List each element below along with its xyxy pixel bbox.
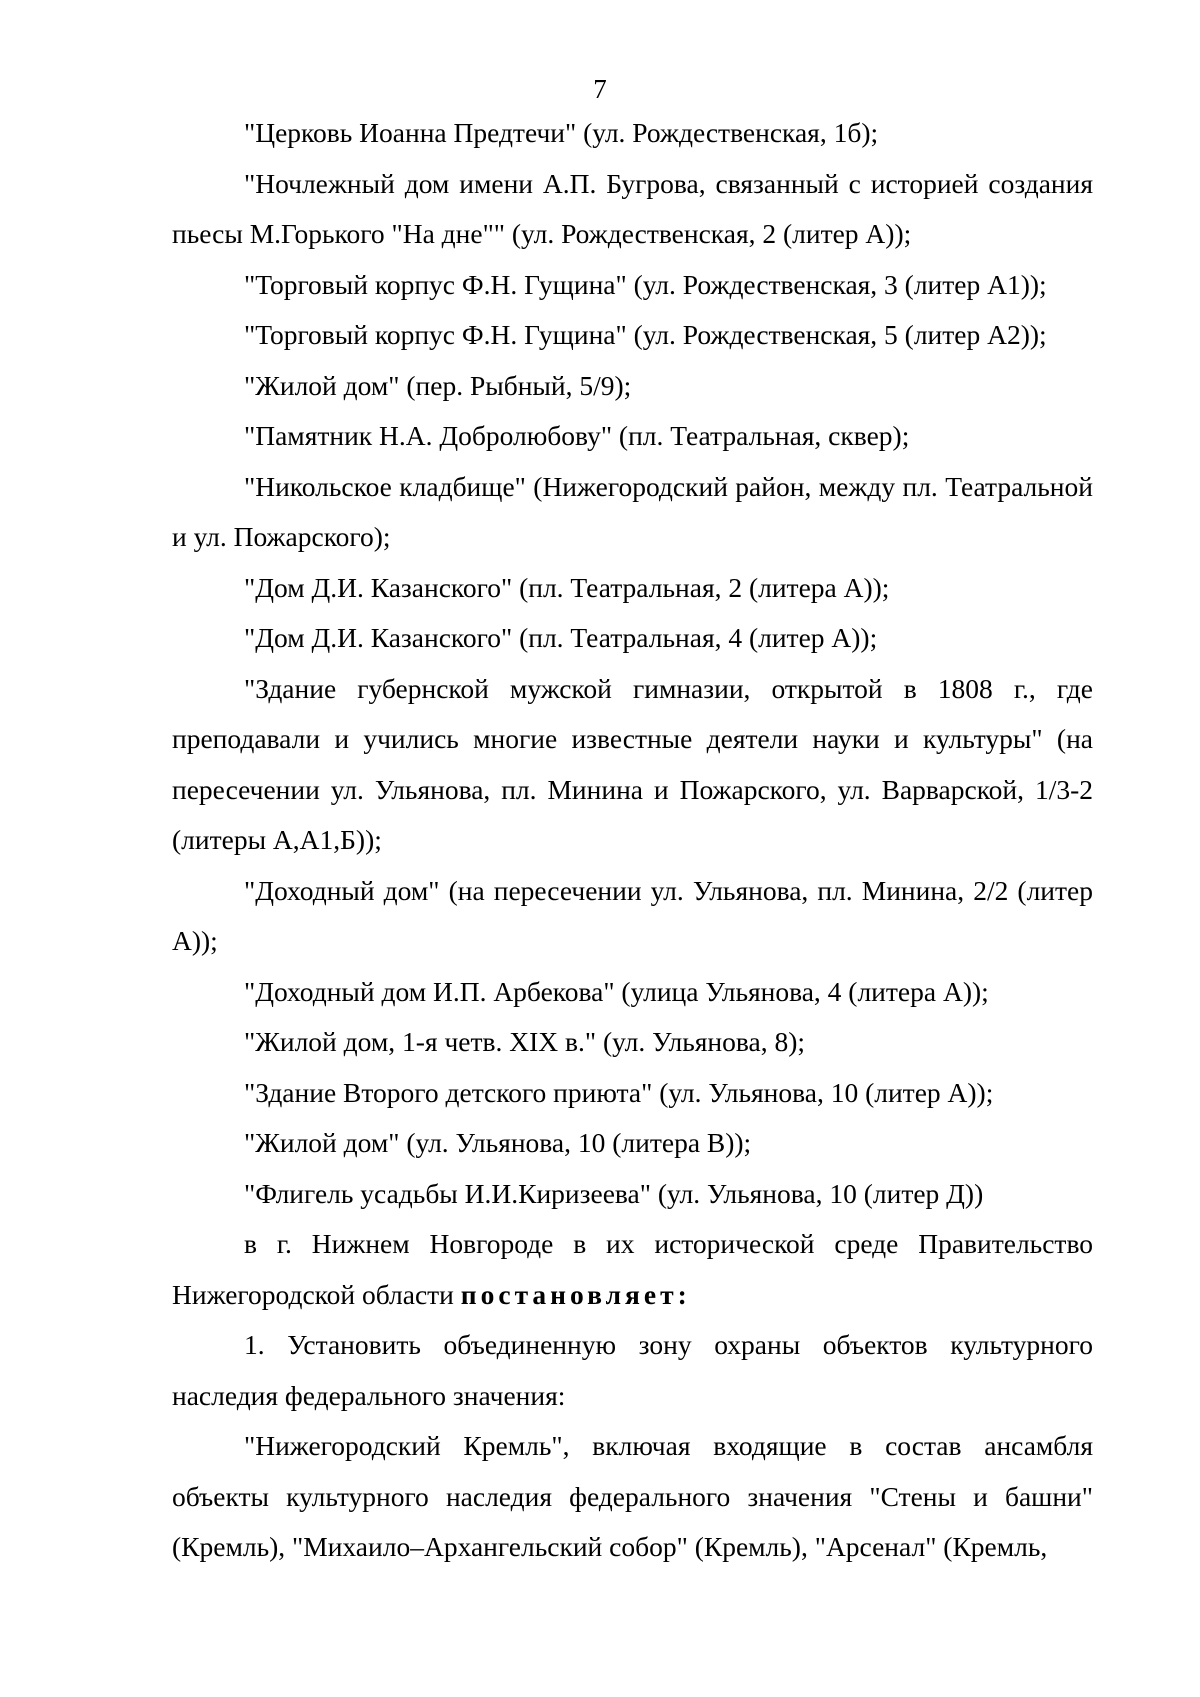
clause-1: 1. Установить объединенную зону охраны объектов культурного наследия федерального значения:: [172, 1329, 1093, 1411]
list-item: "Ночлежный дом имени А.П. Бугрова, связанный с историей создания пьесы М.Горького "На дне"" (ул. Рождественская, 2 (литер А));: [172, 167, 1093, 249]
list-item: "Никольское кладбище" (Нижегородский район, между пл. Театральной и ул. Пожарского);: [172, 470, 1093, 552]
page-number: 7: [593, 74, 607, 104]
list-item: "Здание Второго детского приюта" (ул. Ульянова, 10 (литер А));: [244, 1076, 994, 1108]
list-item: "Доходный дом И.П. Арбекова" (улица Ульянова, 4 (литера А));: [244, 975, 989, 1007]
list-item: "Торговый корпус Ф.Н. Гущина" (ул. Рождественская, 5 (литер А2));: [244, 319, 1047, 350]
list-item: "Торговый корпус Ф.Н. Гущина" (ул. Рождественская, 3 (литер А1));: [244, 268, 1047, 300]
list-item: "Жилой дом" (пер. Рыбный, 5/9);: [244, 369, 632, 401]
list-item: "Дом Д.И. Казанского" (пл. Театральная, 2 (литера А));: [244, 571, 890, 603]
list-item: "Флигель усадьбы И.И.Киризеева" (ул. Ульянова, 10 (литер Д)): [244, 1177, 984, 1209]
list-item: "Церковь Иоанна Предтечи" (ул. Рождественская, 1б);: [244, 117, 879, 148]
list-item: "Памятник Н.А. Добролюбову" (пл. Театральная, сквер);: [244, 420, 910, 451]
list-item: "Дом Д.И. Казанского" (пл. Театральная, 4 (литер А));: [244, 622, 878, 653]
closing-paragraph: "Нижегородский Кремль", включая входящие в состав ансамбля объекты культурного наследия федерального значения "Стены и башни" (Кремль), "Михаило–Архангельский собор" (Кремль), "Арсенал" (Кремль,: [172, 1430, 1093, 1562]
list-item: "Жилой дом" (ул. Ульянова, 10 (литера В));: [244, 1127, 752, 1158]
document-body: [172, 108, 1093, 1573]
resolution-text: в г. Нижнем Новгороде в их исторической среде Правительство Нижегородской области: [172, 1228, 1093, 1310]
list-item: "Жилой дом, 1-я четв. XIX в." (ул. Ульянова, 8);: [244, 1026, 805, 1057]
resolution-verb: постановляет:: [460, 1278, 691, 1310]
list-item: "Доходный дом" (на пересечении ул. Ульянова, пл. Минина, 2/2 (литер А));: [172, 874, 1093, 956]
list-item: "Здание губернской мужской гимназии, открытой в 1808 г., где преподавали и учились многие известные деятели науки и культуры" (на пересечении ул. Ульянова, пл. Минина и Пожарского, ул. Варварской, 1/3-2 (литеры А,А1,Б));: [172, 672, 1093, 855]
resolution-paragraph: [172, 1219, 1093, 1320]
